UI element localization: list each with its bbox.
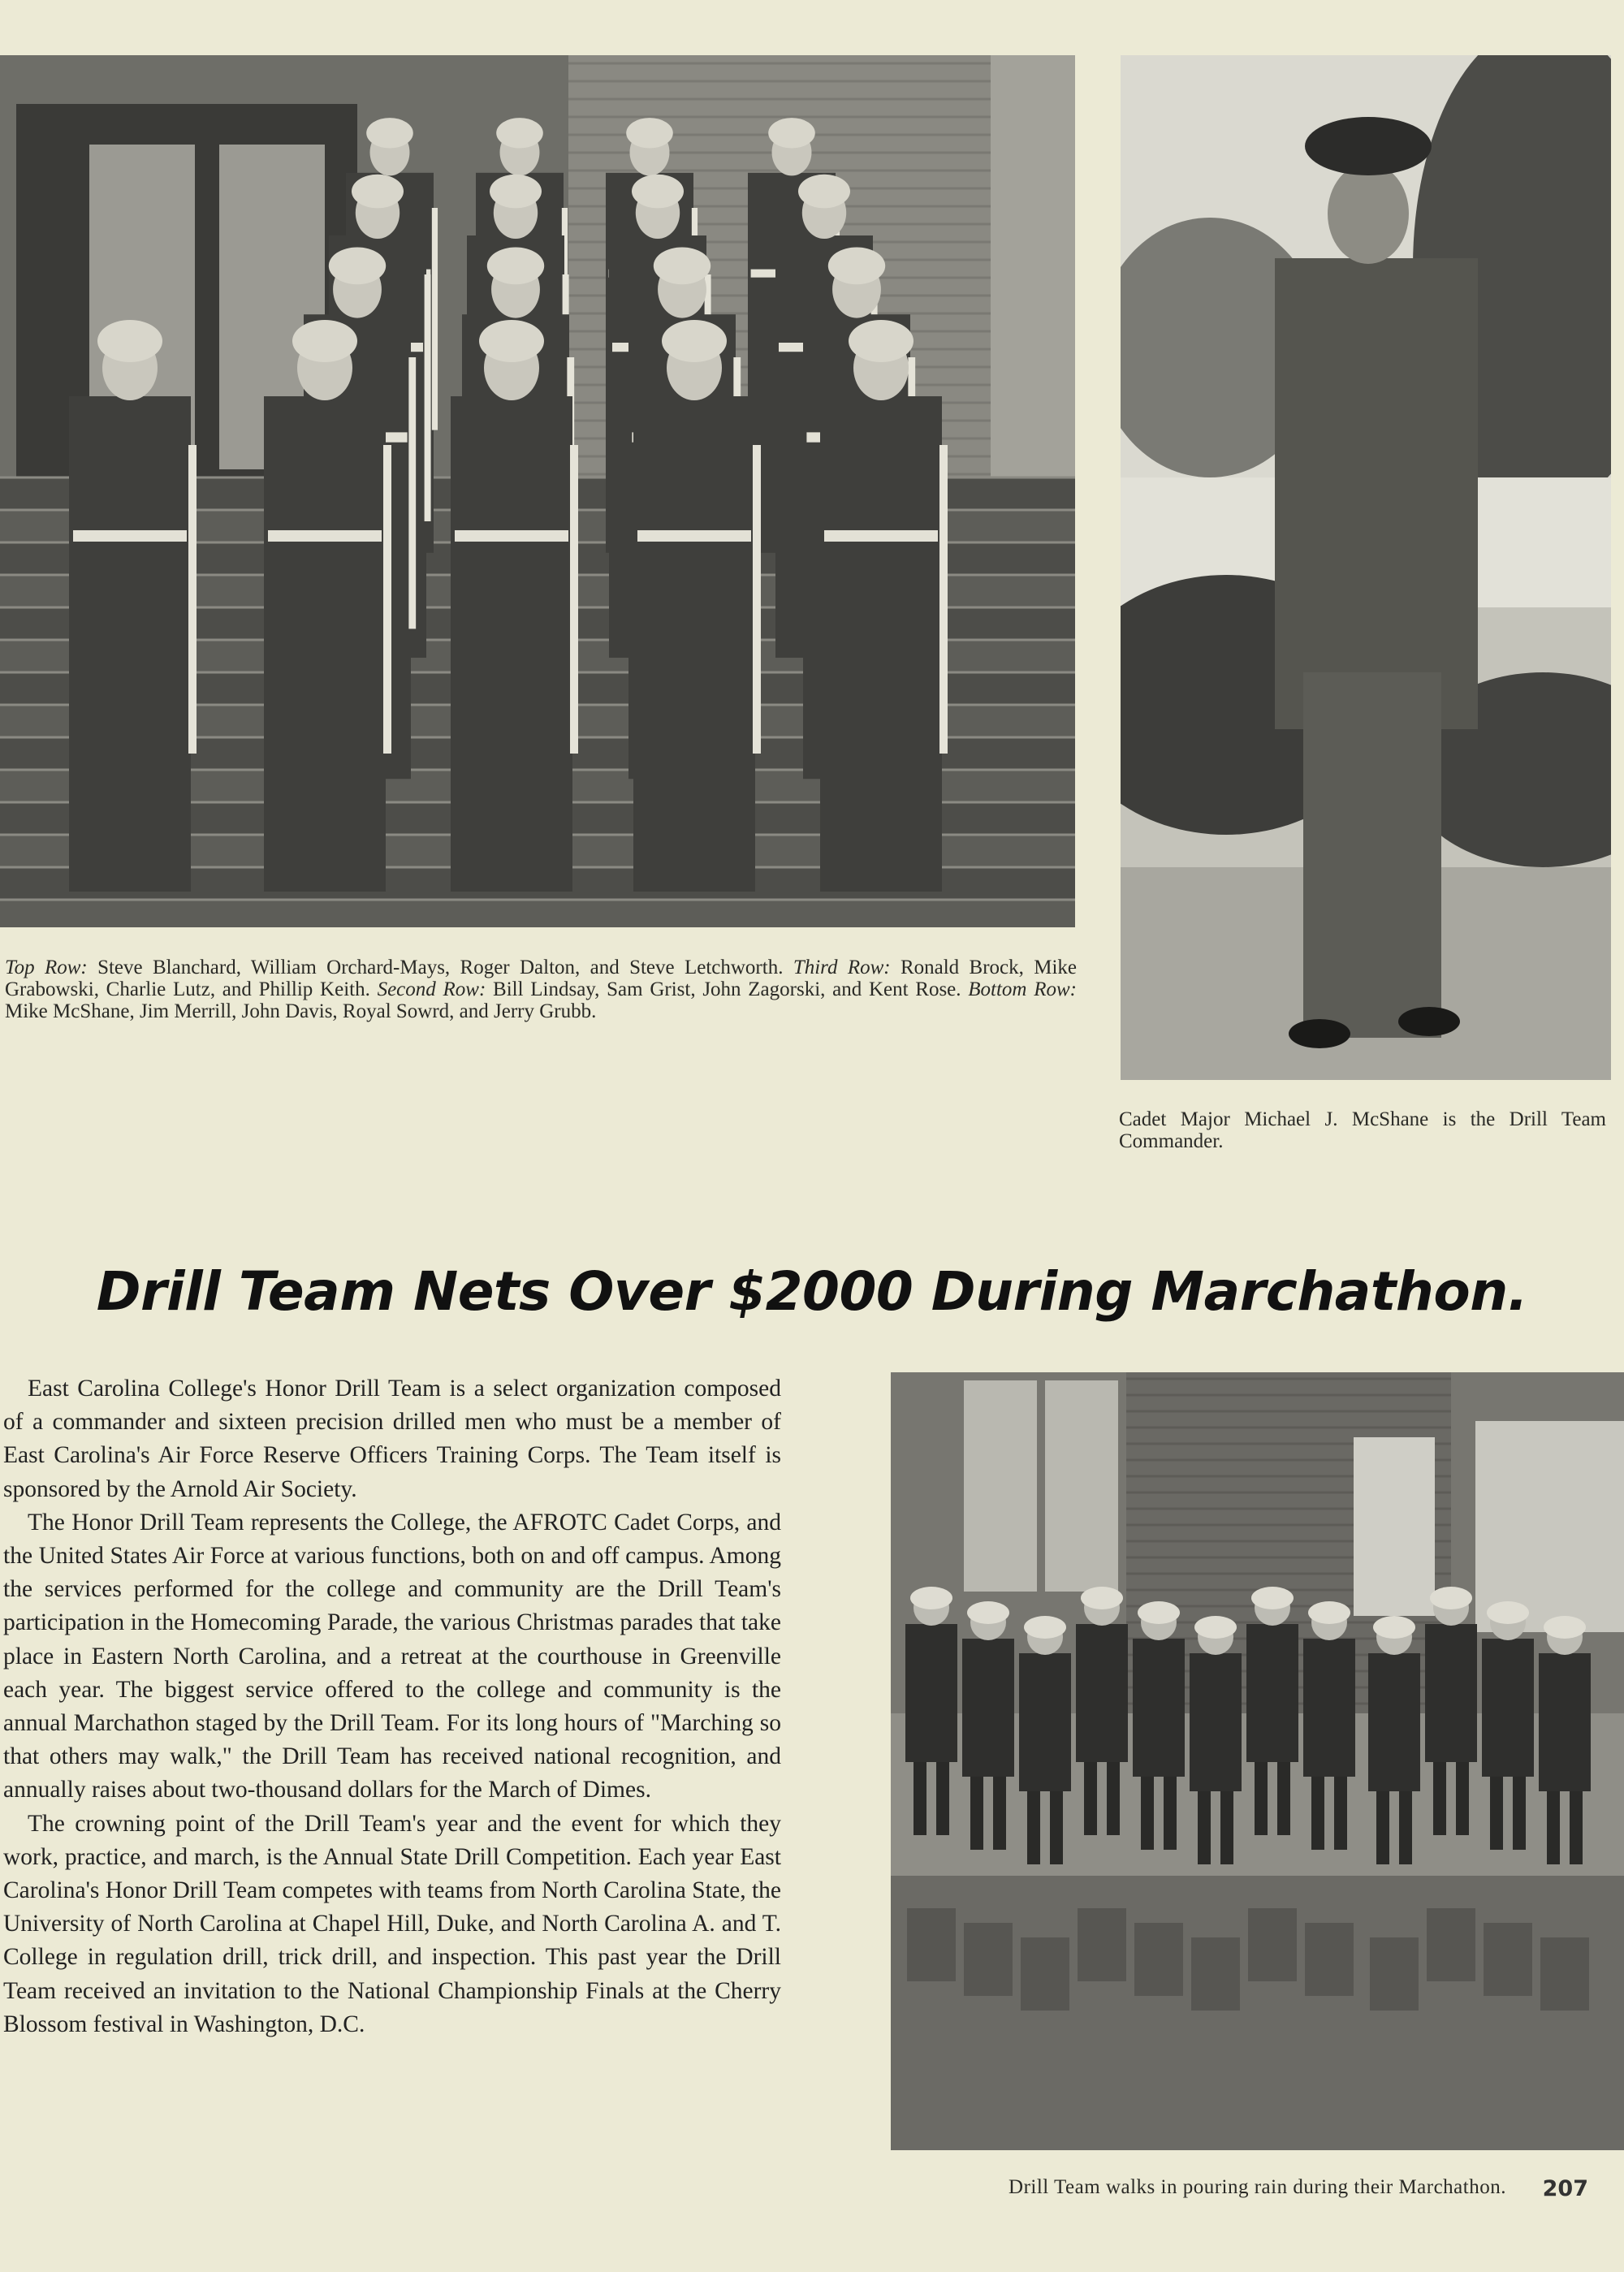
- group-photo-caption: [5, 957, 1077, 1022]
- bottom-row-names: Mike McShane, Jim Merrill, John Davis, Royal Sowrd, and Jerry Grubb.: [5, 1000, 597, 1022]
- third-row-label: Third Row:: [793, 957, 891, 978]
- body-paragraph-2: The Honor Drill Team represents the College, the AFROTC Cadet Corps, and the United States Air Force at various functions, both on and off campus. Among the services performed for the college and community are the Drill Team's participation in the Homecoming Parade, the various Christmas parades that take place in Eastern North Carolina, and a retreat at the courthouse in Greenville each year. The biggest service offered to the college and community is the annual Marchathon staged by the Drill Team. For its long hours of "Marching so that others may walk," the Drill Team has received national recognition, and annually raises about two-thousand dollars for the March of Dimes.: [3, 1509, 781, 1803]
- body-paragraph-3: The crowning point of the Drill Team's year and the event for which they work, practice, and march, is the Annual State Drill Competition. Each year East Carolina's Honor Drill Team competes with teams from North Carolina State, the University of North Carolina at Chapel Hill, Duke, and North Carolina A. and T. College in regulation drill, trick drill, and inspection. This past year the Drill Team received an invitation to the National Championship Finals at the Cherry Blossom festival in Washington, D.C.: [3, 1810, 781, 2037]
- second-row-names: Bill Lindsay, Sam Grist, John Zagorski, and Kent Rose.: [486, 978, 969, 1000]
- article-headline: Drill Team Nets Over $2000 During Marchathon.: [96, 1260, 1528, 1323]
- portrait-photo-icon: [1121, 55, 1611, 1080]
- bottom-row-label: Bottom Row:: [968, 978, 1077, 1000]
- body-paragraph-1: East Carolina College's Honor Drill Team is a select organization composed of a commander and sixteen precision drilled men who must be a member of East Carolina's Air Force Reserve Officers Training Corps. The Team itself is sponsored by the Arnold Air Society.: [3, 1376, 781, 1502]
- article-body: [3, 1372, 781, 2041]
- drill-team-group-photo: [0, 55, 1075, 927]
- group-photo-icon: [0, 55, 1075, 927]
- march-photo-icon: [891, 1372, 1624, 2150]
- second-row-label: Second Row:: [377, 978, 486, 1000]
- page-number: 207: [1542, 2176, 1588, 2201]
- marchathon-caption: Drill Team walks in pouring rain during their Marchathon.: [1009, 2176, 1506, 2198]
- commander-portrait-photo: [1121, 55, 1611, 1080]
- top-row-label: Top Row:: [5, 957, 88, 978]
- commander-caption: Cadet Major Michael J. McShane is the Drill Team Commander.: [1119, 1108, 1606, 1152]
- top-row-names: Steve Blanchard, William Orchard-Mays, Roger Dalton, and Steve Letchworth.: [87, 957, 793, 978]
- third-row-names: Ronald Brock, Mike Grabowski, Charlie Lutz, and Phillip Keith.: [5, 957, 1077, 1000]
- marchathon-photo: [891, 1372, 1624, 2150]
